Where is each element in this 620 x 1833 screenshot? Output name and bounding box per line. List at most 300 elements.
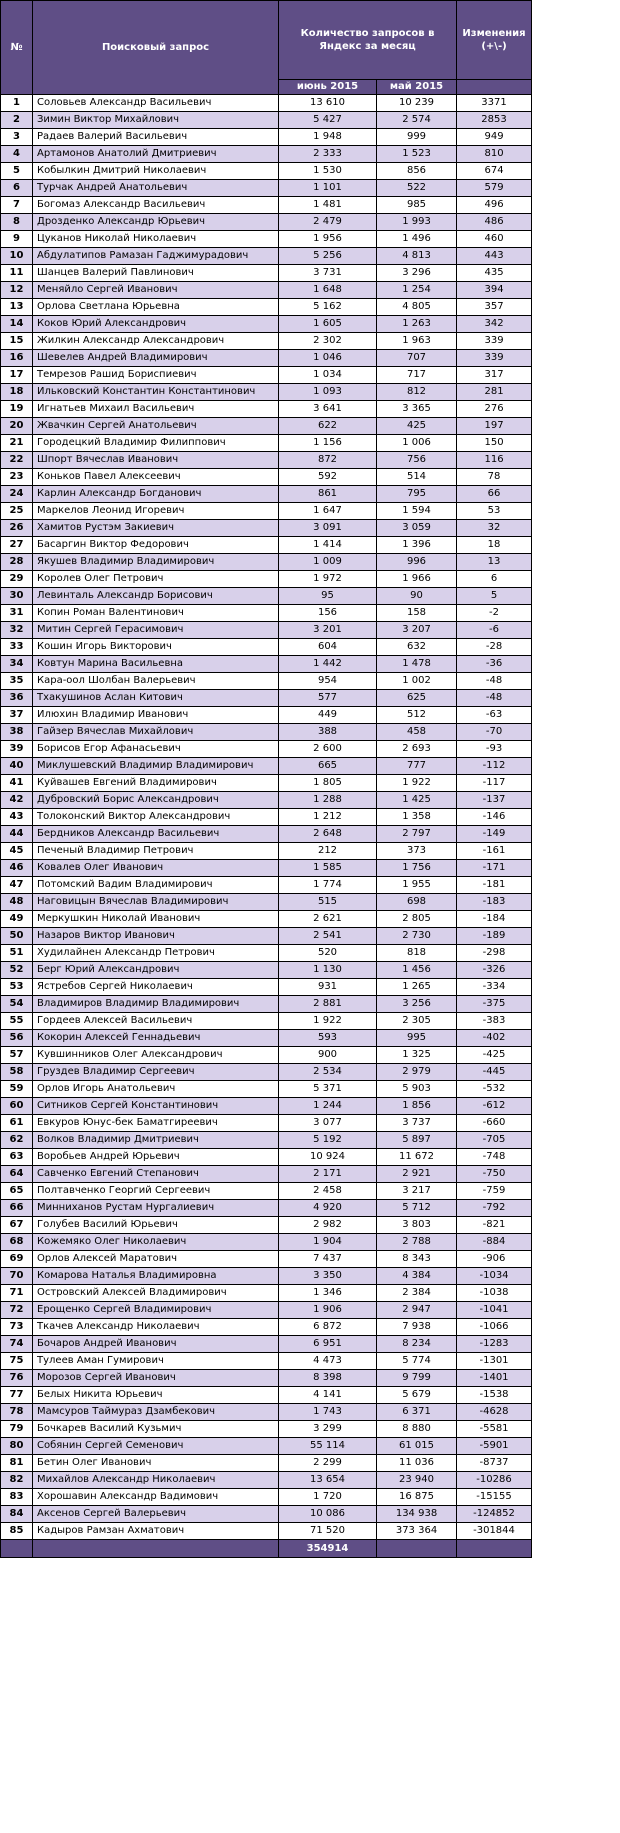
row-june: 2 621 bbox=[279, 911, 377, 928]
subheader-may: май 2015 bbox=[377, 80, 457, 95]
table-row bbox=[1, 1098, 532, 1115]
row-june: 592 bbox=[279, 469, 377, 486]
row-june: 3 350 bbox=[279, 1268, 377, 1285]
row-number: 53 bbox=[1, 979, 33, 996]
table-row bbox=[1, 350, 532, 367]
row-query: Воробьев Андрей Юрьевич bbox=[33, 1149, 279, 1166]
row-number: 11 bbox=[1, 265, 33, 282]
row-may: 995 bbox=[377, 1030, 457, 1047]
row-change: -402 bbox=[457, 1030, 532, 1047]
row-query: Худилайнен Александр Петрович bbox=[33, 945, 279, 962]
row-change: -759 bbox=[457, 1183, 532, 1200]
table-row bbox=[1, 1251, 532, 1268]
table-row bbox=[1, 1268, 532, 1285]
row-may: 514 bbox=[377, 469, 457, 486]
row-number: 71 bbox=[1, 1285, 33, 1302]
row-query: Бочкарев Василий Кузьмич bbox=[33, 1421, 279, 1438]
table-row bbox=[1, 673, 532, 690]
row-number: 46 bbox=[1, 860, 33, 877]
row-query: Королев Олег Петрович bbox=[33, 571, 279, 588]
subheader-june: июнь 2015 bbox=[279, 80, 377, 95]
row-change: 579 bbox=[457, 180, 532, 197]
row-june: 71 520 bbox=[279, 1523, 377, 1540]
row-query: Дубровский Борис Александрович bbox=[33, 792, 279, 809]
row-number: 25 bbox=[1, 503, 33, 520]
row-query: Шанцев Валерий Павлинович bbox=[33, 265, 279, 282]
row-june: 593 bbox=[279, 1030, 377, 1047]
row-change: -28 bbox=[457, 639, 532, 656]
row-change: 66 bbox=[457, 486, 532, 503]
row-query: Морозов Сергей Иванович bbox=[33, 1370, 279, 1387]
row-may: 2 305 bbox=[377, 1013, 457, 1030]
table-row bbox=[1, 180, 532, 197]
row-query: Карлин Александр Богданович bbox=[33, 486, 279, 503]
row-change: -48 bbox=[457, 673, 532, 690]
table-row bbox=[1, 690, 532, 707]
header-query: Поисковый запрос bbox=[33, 1, 279, 95]
row-number: 80 bbox=[1, 1438, 33, 1455]
row-number: 26 bbox=[1, 520, 33, 537]
row-june: 1 648 bbox=[279, 282, 377, 299]
total-empty-2 bbox=[33, 1540, 279, 1558]
row-june: 2 333 bbox=[279, 146, 377, 163]
row-june: 3 077 bbox=[279, 1115, 377, 1132]
row-change: 53 bbox=[457, 503, 532, 520]
row-number: 9 bbox=[1, 231, 33, 248]
row-query: Бердников Александр Васильевич bbox=[33, 826, 279, 843]
table-row bbox=[1, 894, 532, 911]
row-number: 16 bbox=[1, 350, 33, 367]
row-query: Левинталь Александр Борисович bbox=[33, 588, 279, 605]
row-number: 8 bbox=[1, 214, 33, 231]
row-may: 625 bbox=[377, 690, 457, 707]
row-change: -184 bbox=[457, 911, 532, 928]
row-change: -425 bbox=[457, 1047, 532, 1064]
table-row bbox=[1, 843, 532, 860]
row-may: 2 921 bbox=[377, 1166, 457, 1183]
table-row bbox=[1, 418, 532, 435]
row-number: 62 bbox=[1, 1132, 33, 1149]
row-number: 10 bbox=[1, 248, 33, 265]
row-number: 17 bbox=[1, 367, 33, 384]
row-number: 51 bbox=[1, 945, 33, 962]
row-number: 36 bbox=[1, 690, 33, 707]
row-change: -792 bbox=[457, 1200, 532, 1217]
table-row bbox=[1, 1455, 532, 1472]
table-row bbox=[1, 469, 532, 486]
row-june: 4 141 bbox=[279, 1387, 377, 1404]
row-query: Темрезов Рашид Бориспиевич bbox=[33, 367, 279, 384]
row-may: 1 963 bbox=[377, 333, 457, 350]
row-change: 342 bbox=[457, 316, 532, 333]
row-june: 3 091 bbox=[279, 520, 377, 537]
row-change: -63 bbox=[457, 707, 532, 724]
row-june: 1 922 bbox=[279, 1013, 377, 1030]
row-june: 2 479 bbox=[279, 214, 377, 231]
table-row bbox=[1, 367, 532, 384]
row-query: Тхакушинов Аслан Китович bbox=[33, 690, 279, 707]
row-june: 95 bbox=[279, 588, 377, 605]
row-number: 35 bbox=[1, 673, 33, 690]
row-change: 32 bbox=[457, 520, 532, 537]
row-june: 8 398 bbox=[279, 1370, 377, 1387]
row-query: Богомаз Александр Васильевич bbox=[33, 197, 279, 214]
row-change: -15155 bbox=[457, 1489, 532, 1506]
row-may: 3 256 bbox=[377, 996, 457, 1013]
row-change: 357 bbox=[457, 299, 532, 316]
row-june: 212 bbox=[279, 843, 377, 860]
row-query: Кошин Игорь Викторович bbox=[33, 639, 279, 656]
row-number: 43 bbox=[1, 809, 33, 826]
row-number: 63 bbox=[1, 1149, 33, 1166]
row-change: -149 bbox=[457, 826, 532, 843]
row-change: -171 bbox=[457, 860, 532, 877]
row-may: 1 756 bbox=[377, 860, 457, 877]
row-query: Илюхин Владимир Иванович bbox=[33, 707, 279, 724]
row-number: 52 bbox=[1, 962, 33, 979]
row-number: 70 bbox=[1, 1268, 33, 1285]
row-change: -1038 bbox=[457, 1285, 532, 1302]
row-june: 1 212 bbox=[279, 809, 377, 826]
row-query: Кувшинников Олег Александрович bbox=[33, 1047, 279, 1064]
row-number: 2 bbox=[1, 112, 33, 129]
row-number: 57 bbox=[1, 1047, 33, 1064]
row-may: 795 bbox=[377, 486, 457, 503]
row-may: 632 bbox=[377, 639, 457, 656]
row-june: 2 534 bbox=[279, 1064, 377, 1081]
row-may: 1 263 bbox=[377, 316, 457, 333]
row-query: Абдулатипов Рамазан Гаджимурадович bbox=[33, 248, 279, 265]
row-number: 37 bbox=[1, 707, 33, 724]
row-query: Белых Никита Юрьевич bbox=[33, 1387, 279, 1404]
row-may: 1 325 bbox=[377, 1047, 457, 1064]
row-may: 522 bbox=[377, 180, 457, 197]
row-number: 20 bbox=[1, 418, 33, 435]
row-query: Тулеев Аман Гумирович bbox=[33, 1353, 279, 1370]
row-number: 24 bbox=[1, 486, 33, 503]
row-june: 55 114 bbox=[279, 1438, 377, 1455]
total-value: 354914 bbox=[279, 1540, 377, 1558]
row-change: -1066 bbox=[457, 1319, 532, 1336]
row-query: Куйвашев Евгений Владимирович bbox=[33, 775, 279, 792]
row-change: -334 bbox=[457, 979, 532, 996]
row-query: Кобылкин Дмитрий Николаевич bbox=[33, 163, 279, 180]
row-number: 18 bbox=[1, 384, 33, 401]
table-row bbox=[1, 112, 532, 129]
table-row bbox=[1, 996, 532, 1013]
table-row bbox=[1, 911, 532, 928]
row-number: 73 bbox=[1, 1319, 33, 1336]
row-may: 1 358 bbox=[377, 809, 457, 826]
table-row bbox=[1, 571, 532, 588]
table-row bbox=[1, 384, 532, 401]
row-number: 69 bbox=[1, 1251, 33, 1268]
row-number: 6 bbox=[1, 180, 33, 197]
row-change: -5581 bbox=[457, 1421, 532, 1438]
table-row bbox=[1, 452, 532, 469]
total-empty-1 bbox=[1, 1540, 33, 1558]
row-june: 1 972 bbox=[279, 571, 377, 588]
row-may: 134 938 bbox=[377, 1506, 457, 1523]
row-june: 861 bbox=[279, 486, 377, 503]
table-row bbox=[1, 231, 532, 248]
row-number: 7 bbox=[1, 197, 33, 214]
row-change: 276 bbox=[457, 401, 532, 418]
row-june: 2 982 bbox=[279, 1217, 377, 1234]
row-change: -124852 bbox=[457, 1506, 532, 1523]
table-row bbox=[1, 1047, 532, 1064]
row-number: 12 bbox=[1, 282, 33, 299]
row-change: 116 bbox=[457, 452, 532, 469]
row-query: Жвачкин Сергей Анатольевич bbox=[33, 418, 279, 435]
row-june: 1 720 bbox=[279, 1489, 377, 1506]
row-june: 1 605 bbox=[279, 316, 377, 333]
row-may: 3 207 bbox=[377, 622, 457, 639]
table-row bbox=[1, 537, 532, 554]
row-change: -884 bbox=[457, 1234, 532, 1251]
row-change: -6 bbox=[457, 622, 532, 639]
row-may: 1 922 bbox=[377, 775, 457, 792]
row-query: Владимиров Владимир Владимирович bbox=[33, 996, 279, 1013]
table-row bbox=[1, 333, 532, 350]
row-change: -1301 bbox=[457, 1353, 532, 1370]
row-may: 999 bbox=[377, 129, 457, 146]
row-change: -5901 bbox=[457, 1438, 532, 1455]
table-row bbox=[1, 928, 532, 945]
row-change: 496 bbox=[457, 197, 532, 214]
table-row bbox=[1, 1183, 532, 1200]
table-row bbox=[1, 129, 532, 146]
row-june: 5 256 bbox=[279, 248, 377, 265]
row-number: 74 bbox=[1, 1336, 33, 1353]
table-row bbox=[1, 1200, 532, 1217]
row-number: 83 bbox=[1, 1489, 33, 1506]
row-june: 3 299 bbox=[279, 1421, 377, 1438]
table-row bbox=[1, 1030, 532, 1047]
row-query: Кожемяко Олег Николаевич bbox=[33, 1234, 279, 1251]
row-change: -117 bbox=[457, 775, 532, 792]
row-query: Потомский Вадим Владимирович bbox=[33, 877, 279, 894]
row-may: 985 bbox=[377, 197, 457, 214]
row-june: 1 244 bbox=[279, 1098, 377, 1115]
row-query: Ткачев Александр Николаевич bbox=[33, 1319, 279, 1336]
row-june: 872 bbox=[279, 452, 377, 469]
row-june: 1 948 bbox=[279, 129, 377, 146]
row-may: 2 730 bbox=[377, 928, 457, 945]
row-june: 2 648 bbox=[279, 826, 377, 843]
table-row bbox=[1, 1166, 532, 1183]
row-query: Ерощенко Сергей Владимирович bbox=[33, 1302, 279, 1319]
row-june: 2 600 bbox=[279, 741, 377, 758]
row-june: 1 414 bbox=[279, 537, 377, 554]
table-row bbox=[1, 639, 532, 656]
table-row bbox=[1, 486, 532, 503]
row-query: Радаев Валерий Васильевич bbox=[33, 129, 279, 146]
table-row bbox=[1, 979, 532, 996]
table-row bbox=[1, 1421, 532, 1438]
row-may: 2 947 bbox=[377, 1302, 457, 1319]
row-query: Шпорт Вячеслав Иванович bbox=[33, 452, 279, 469]
table-row bbox=[1, 1149, 532, 1166]
row-change: -906 bbox=[457, 1251, 532, 1268]
row-may: 425 bbox=[377, 418, 457, 435]
row-change: -1401 bbox=[457, 1370, 532, 1387]
row-change: -183 bbox=[457, 894, 532, 911]
row-change: -445 bbox=[457, 1064, 532, 1081]
row-may: 16 875 bbox=[377, 1489, 457, 1506]
row-june: 10 086 bbox=[279, 1506, 377, 1523]
row-change: -612 bbox=[457, 1098, 532, 1115]
row-may: 1 478 bbox=[377, 656, 457, 673]
row-query: Берг Юрий Александрович bbox=[33, 962, 279, 979]
row-june: 5 192 bbox=[279, 1132, 377, 1149]
row-june: 2 541 bbox=[279, 928, 377, 945]
row-june: 1 743 bbox=[279, 1404, 377, 1421]
row-change: -1538 bbox=[457, 1387, 532, 1404]
row-change: 949 bbox=[457, 129, 532, 146]
row-june: 1 156 bbox=[279, 435, 377, 452]
row-may: 11 036 bbox=[377, 1455, 457, 1472]
row-june: 2 302 bbox=[279, 333, 377, 350]
row-june: 665 bbox=[279, 758, 377, 775]
row-query: Минниханов Рустам Нургалиевич bbox=[33, 1200, 279, 1217]
table-row bbox=[1, 1319, 532, 1336]
row-june: 5 162 bbox=[279, 299, 377, 316]
row-number: 85 bbox=[1, 1523, 33, 1540]
row-may: 818 bbox=[377, 945, 457, 962]
row-change: -532 bbox=[457, 1081, 532, 1098]
row-query: Коков Юрий Александрович bbox=[33, 316, 279, 333]
row-change: -821 bbox=[457, 1217, 532, 1234]
row-may: 1 425 bbox=[377, 792, 457, 809]
row-change: 18 bbox=[457, 537, 532, 554]
row-query: Мамсуров Таймураз Дзамбекович bbox=[33, 1404, 279, 1421]
row-june: 1 130 bbox=[279, 962, 377, 979]
total-row bbox=[1, 1540, 532, 1558]
row-change: -146 bbox=[457, 809, 532, 826]
row-may: 1 396 bbox=[377, 537, 457, 554]
table-row bbox=[1, 724, 532, 741]
row-may: 856 bbox=[377, 163, 457, 180]
table-row bbox=[1, 1370, 532, 1387]
row-change: -326 bbox=[457, 962, 532, 979]
row-change: 435 bbox=[457, 265, 532, 282]
row-query: Басаргин Виктор Федорович bbox=[33, 537, 279, 554]
row-query: Ситников Сергей Константинович bbox=[33, 1098, 279, 1115]
row-may: 707 bbox=[377, 350, 457, 367]
row-query: Толоконский Виктор Александрович bbox=[33, 809, 279, 826]
table-row bbox=[1, 945, 532, 962]
row-query: Хамитов Рустэм Закиевич bbox=[33, 520, 279, 537]
row-change: -70 bbox=[457, 724, 532, 741]
row-may: 2 693 bbox=[377, 741, 457, 758]
row-query: Цуканов Николай Николаевич bbox=[33, 231, 279, 248]
row-change: 810 bbox=[457, 146, 532, 163]
row-change: -189 bbox=[457, 928, 532, 945]
row-may: 458 bbox=[377, 724, 457, 741]
row-may: 6 371 bbox=[377, 1404, 457, 1421]
table-row bbox=[1, 860, 532, 877]
row-change: -705 bbox=[457, 1132, 532, 1149]
row-number: 67 bbox=[1, 1217, 33, 1234]
table-row bbox=[1, 605, 532, 622]
row-number: 61 bbox=[1, 1115, 33, 1132]
table-row bbox=[1, 197, 532, 214]
row-query: Островский Алексей Владимирович bbox=[33, 1285, 279, 1302]
table-row bbox=[1, 1064, 532, 1081]
row-change: -161 bbox=[457, 843, 532, 860]
table-row bbox=[1, 1506, 532, 1523]
row-change: -93 bbox=[457, 741, 532, 758]
row-may: 10 239 bbox=[377, 95, 457, 112]
row-change: 13 bbox=[457, 554, 532, 571]
row-query: Печеный Владимир Петрович bbox=[33, 843, 279, 860]
row-change: -112 bbox=[457, 758, 532, 775]
row-query: Жилкин Александр Александрович bbox=[33, 333, 279, 350]
row-number: 3 bbox=[1, 129, 33, 146]
row-may: 717 bbox=[377, 367, 457, 384]
row-may: 812 bbox=[377, 384, 457, 401]
row-query: Митин Сергей Герасимович bbox=[33, 622, 279, 639]
row-june: 900 bbox=[279, 1047, 377, 1064]
row-number: 66 bbox=[1, 1200, 33, 1217]
table-row bbox=[1, 1489, 532, 1506]
row-query: Меркушкин Николай Иванович bbox=[33, 911, 279, 928]
table-row bbox=[1, 401, 532, 418]
row-june: 1 805 bbox=[279, 775, 377, 792]
row-number: 65 bbox=[1, 1183, 33, 1200]
row-may: 8 880 bbox=[377, 1421, 457, 1438]
row-query: Ястребов Сергей Николаевич bbox=[33, 979, 279, 996]
row-number: 82 bbox=[1, 1472, 33, 1489]
table-row bbox=[1, 758, 532, 775]
row-may: 1 993 bbox=[377, 214, 457, 231]
row-query: Игнатьев Михаил Васильевич bbox=[33, 401, 279, 418]
row-may: 3 737 bbox=[377, 1115, 457, 1132]
row-query: Михайлов Александр Николаевич bbox=[33, 1472, 279, 1489]
table-row bbox=[1, 809, 532, 826]
row-change: 674 bbox=[457, 163, 532, 180]
row-change: 78 bbox=[457, 469, 532, 486]
row-number: 77 bbox=[1, 1387, 33, 1404]
row-may: 1 265 bbox=[377, 979, 457, 996]
row-number: 14 bbox=[1, 316, 33, 333]
row-number: 84 bbox=[1, 1506, 33, 1523]
row-june: 3 731 bbox=[279, 265, 377, 282]
table-row bbox=[1, 1302, 532, 1319]
table-row bbox=[1, 962, 532, 979]
row-may: 1 456 bbox=[377, 962, 457, 979]
row-may: 1 955 bbox=[377, 877, 457, 894]
row-number: 59 bbox=[1, 1081, 33, 1098]
row-may: 5 774 bbox=[377, 1353, 457, 1370]
row-june: 1 530 bbox=[279, 163, 377, 180]
table-row bbox=[1, 1115, 532, 1132]
table-row bbox=[1, 1217, 532, 1234]
row-number: 22 bbox=[1, 452, 33, 469]
row-may: 1 006 bbox=[377, 435, 457, 452]
row-change: 150 bbox=[457, 435, 532, 452]
row-query: Назаров Виктор Иванович bbox=[33, 928, 279, 945]
table-row bbox=[1, 1132, 532, 1149]
table-row bbox=[1, 265, 532, 282]
row-number: 15 bbox=[1, 333, 33, 350]
row-june: 6 872 bbox=[279, 1319, 377, 1336]
table-row bbox=[1, 1438, 532, 1455]
table-row bbox=[1, 282, 532, 299]
row-june: 622 bbox=[279, 418, 377, 435]
row-number: 81 bbox=[1, 1455, 33, 1472]
